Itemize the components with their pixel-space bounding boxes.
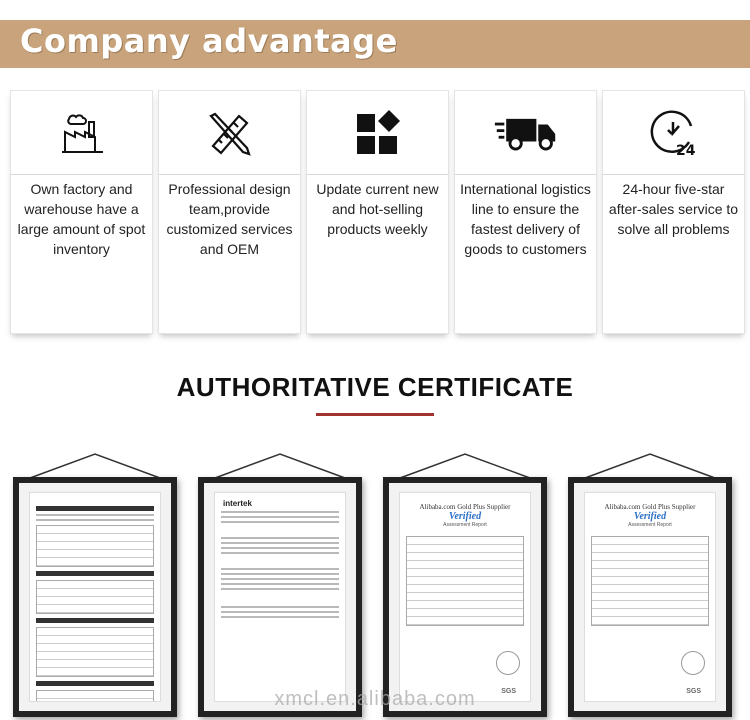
watermark: xmcl.en.alibaba.com [274, 688, 476, 710]
seal-stamp [681, 651, 705, 675]
certificate-frame-2 [195, 450, 365, 720]
verified-badge: Verified [448, 511, 482, 522]
certificate-frame-4 [565, 450, 735, 720]
advantage-card-logistics [454, 90, 597, 334]
certificate-document [584, 492, 716, 702]
advantage-card-factory [10, 90, 153, 334]
hanging-wire [195, 450, 365, 480]
svg-text:24: 24 [675, 142, 695, 158]
grid-blocks-icon [353, 108, 403, 158]
certificate-title: AUTHORITATIVE CERTIFICATE [176, 372, 574, 402]
section-banner [0, 20, 750, 68]
hanging-wire [380, 450, 550, 480]
certificate-header: Alibaba.com Gold Plus Supplier [419, 503, 511, 511]
advantage-text: 24-hour five-star after-sales service to solve all problems [608, 181, 739, 237]
advantage-text: Professional design team,provide customized services and OEM [166, 181, 293, 257]
certificate-frame-3 [380, 450, 550, 720]
design-tools-icon [205, 108, 255, 158]
advantage-text: International logistics line to ensure the fastest delivery of goods to customers [460, 181, 591, 257]
certificate-frame-1 [10, 450, 180, 720]
advantage-card-products [306, 90, 449, 334]
certificate-document [214, 492, 346, 702]
certificate-subtitle: Assessment Report [443, 522, 487, 528]
certificate-subtitle: Assessment Report [628, 522, 672, 528]
sgs-logo: SGS [501, 688, 516, 695]
seal-stamp [496, 651, 520, 675]
certificate-document [29, 492, 161, 702]
certificate-document [399, 492, 531, 702]
advantage-text: Own factory and warehouse have a large amount of spot inventory [17, 181, 146, 257]
advantage-card-design [158, 90, 301, 334]
certificate-header: Alibaba.com Gold Plus Supplier [604, 503, 696, 511]
hanging-wire [565, 450, 735, 480]
clock-24-icon [649, 108, 699, 158]
hanging-wire [10, 450, 180, 480]
title-underline [316, 413, 434, 416]
section-title: Company advantage [20, 22, 398, 60]
delivery-truck-icon [493, 108, 559, 158]
intertek-logo: intertek [223, 499, 252, 508]
factory-icon [57, 108, 107, 158]
sgs-logo: SGS [686, 688, 701, 695]
advantage-card-service [602, 90, 745, 334]
advantage-cards [10, 90, 746, 335]
advantage-text: Update current new and hot-selling products weekly [316, 181, 439, 237]
verified-badge: Verified [633, 511, 667, 522]
